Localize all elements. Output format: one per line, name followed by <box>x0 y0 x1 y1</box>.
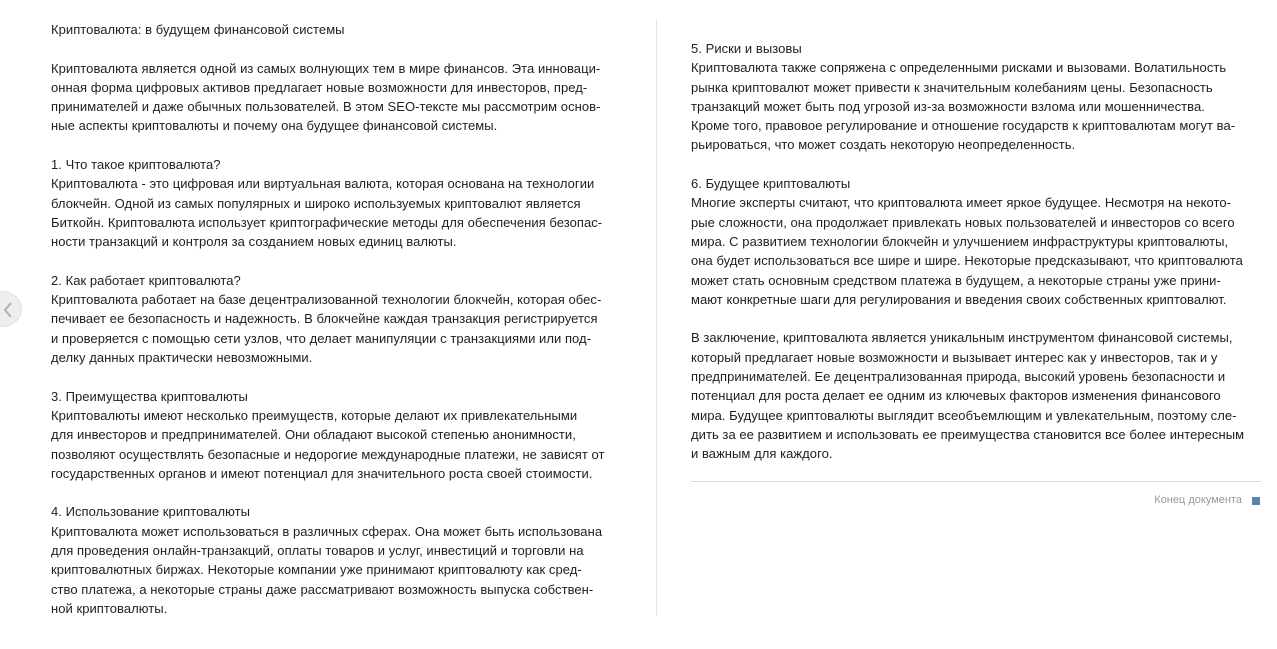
paragraph-line: принимателей и даже обычных пользователей. В этом SEO-тексте мы рассмотрим основ- <box>51 99 601 115</box>
paragraph-line: ные аспекты криптовалюты и почему она будущее финансовой системы. <box>51 118 498 134</box>
paragraph-line: дить за ее развитием и использовать ее преимущества становится все более интересным <box>691 426 1245 442</box>
paragraph-line: потенциал для роста делает ее одним из ключевых факторов изменения финансового <box>691 388 1221 404</box>
paragraph-line: который предлагает новые возможности и вызывает интерес как у инвесторов, так и у <box>691 349 1218 365</box>
paragraph-line: рые сложности, она продолжает привлекать новых пользователей и инвесторов со всего <box>691 214 1235 230</box>
paragraph-line: может стать основным средством платежа в будущем, а некоторые страны уже прини- <box>691 272 1221 288</box>
paragraph-line: блокчейн. Одной из самых популярных и широко используемых криптовалют является <box>51 195 581 211</box>
end-of-document-rule <box>691 481 1261 482</box>
paragraph-line: ство платежа, а некоторые страны даже рассматривают возможность выпуска собствен- <box>51 581 594 597</box>
end-of-document-marker <box>1252 497 1260 505</box>
paragraph-line: для проведения онлайн-транзакций, оплаты товаров и услуг, инвестиций и торговли на <box>51 543 584 559</box>
paragraph-line: Биткойн. Криптовалюта использует криптографические методы для обеспечения безопас- <box>51 214 603 230</box>
paragraph-line: рьироваться, что может создать некоторую неопределенность. <box>691 137 1076 153</box>
paragraph-line: позволяют осуществлять безопасные и недорогие международные платежи, не зависят от <box>51 446 605 462</box>
paragraph-line: В заключение, криптовалюта является уникальным инструментом финансовой системы, <box>691 330 1233 346</box>
conclusion-paragraph <box>691 328 1261 463</box>
paragraph-line: Криптовалюта также сопряжена с определенными рисками и вызовами. Волатильность <box>691 60 1227 76</box>
section-future <box>691 174 1261 309</box>
section-advantages <box>51 387 631 483</box>
end-of-document-label: Конец документа <box>1154 494 1242 506</box>
paragraph-line: Криптовалюта является одной из самых волнующих тем в мире финансов. Эта инноваци- <box>51 60 601 76</box>
section-how-it-works <box>51 271 631 367</box>
paragraph-line: для инвесторов и предпринимателей. Они обладают высокой степенью анонимности, <box>51 427 576 443</box>
left-column <box>51 20 631 618</box>
paragraph-line: и проверяется с помощью сети узлов, что делает манипуляции с транзакциями или под- <box>51 330 592 346</box>
paragraph-line: государственных органов и имеют потенциал для значительного роста своей стоимости. <box>51 465 593 481</box>
paragraph-line: ной криптовалюты. <box>51 600 168 616</box>
paragraph-line: Криптовалюта может использоваться в различных сферах. Она может быть использована <box>51 523 603 539</box>
section-heading: 2. Как работает криптовалюта? <box>51 272 241 288</box>
paragraph-line: ности транзакций и контроля за созданием новых единиц валюты. <box>51 234 457 250</box>
paragraph-line: Многие эксперты считают, что криптовалюта имеет яркое будущее. Несмотря на некото- <box>691 195 1232 211</box>
section-heading: 1. Что такое криптовалюта? <box>51 157 221 173</box>
section-heading: 6. Будущее криптовалюты <box>691 176 851 192</box>
paragraph-line: и важным для каждого. <box>691 446 833 462</box>
paragraph-line: Криптовалюта - это цифровая или виртуальная валюта, которая основана на технологии <box>51 176 595 192</box>
section-heading: 5. Риски и вызовы <box>691 41 802 56</box>
section-heading: 4. Использование криптовалюты <box>51 504 251 520</box>
paragraph-line: транзакций может быть под угрозой из-за возможности взлома или мошенничества. <box>691 98 1205 114</box>
section-usage <box>51 502 631 618</box>
paragraph-line: предпринимателей. Ее децентрализованная природа, высокий уровень безопасности и <box>691 369 1226 385</box>
paragraph-line: криптовалютных биржах. Некоторые компании уже принимают криптовалюту как сред- <box>51 562 582 578</box>
paragraph-line: делку данных практически невозможными. <box>51 350 313 366</box>
section-heading: 3. Преимущества криптовалюты <box>51 388 248 404</box>
paragraph-line: печивает ее безопасность и надежность. В блокчейне каждая транзакция регистрируется <box>51 311 598 327</box>
paragraph-line: мают конкретные шаги для регулирования и введения своих собственных криптовалют. <box>691 291 1227 307</box>
section-risks <box>691 39 1261 155</box>
paragraph-line: Криптовалюта работает на базе децентрализованной технологии блокчейн, которая обес- <box>51 292 602 308</box>
paragraph-line: рынка криптовалют может привести к значительным колебаниям цены. Безопасность <box>691 79 1213 95</box>
chevron-left-icon <box>3 302 13 318</box>
paragraph-line: онная форма цифровых активов предлагает новые возможности для инвесторов, пред- <box>51 79 588 95</box>
paragraph-line: она будет использоваться все шире и шире. Некоторые предсказывают, что криптовалюта <box>691 253 1243 269</box>
previous-page-button[interactable] <box>0 291 22 327</box>
document-title: Криптовалюта: в будущем финансовой системы <box>51 22 345 37</box>
intro-paragraph <box>51 59 631 136</box>
right-column <box>691 39 1261 464</box>
paragraph-line: Криптовалюты имеют несколько преимуществ, которые делают их привлекательными <box>51 407 578 423</box>
column-divider <box>656 20 657 616</box>
paragraph-line: Кроме того, правовое регулирование и отношение государств к криптовалютам могут ва- <box>691 118 1236 134</box>
section-what-is <box>51 155 631 251</box>
paragraph-line: мира. Будущее криптовалюты выглядит всеобъемлющим и увлекательным, поэтому сле- <box>691 407 1237 423</box>
paragraph-line: мира. С развитием технологии блокчейн и улучшением инфраструктуры криптовалюты, <box>691 233 1229 249</box>
